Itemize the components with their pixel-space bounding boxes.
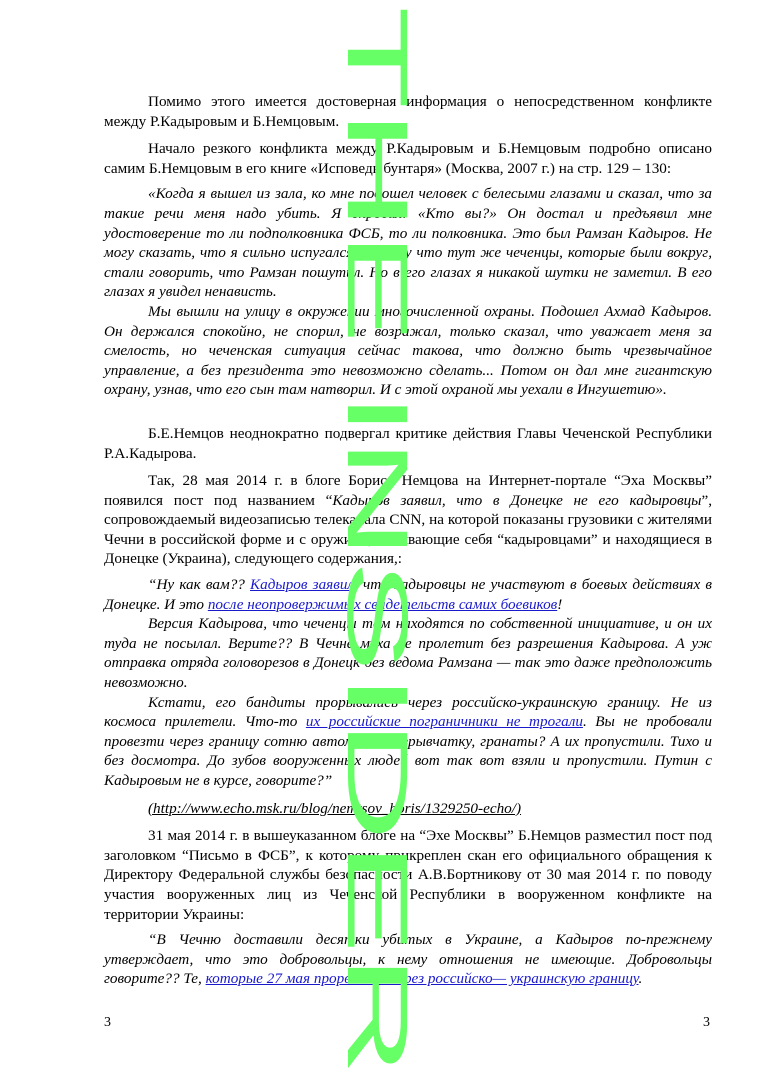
source-line xyxy=(104,799,712,819)
text-segment: ! xyxy=(557,595,563,613)
text-segment: ”, сопровождаемый видеозаписью телеканала CNN, на которой показаны грузовики с жителями Чечни в российской форме и с оружием, называющие себя “кадыровцами” и находящиеся в Донецке (Украина), следующего содержания,: xyxy=(104,491,712,568)
post-title: Кадыров заявил, что в Донецке не его кадыровцы xyxy=(332,491,702,509)
quote-book-2-end: . xyxy=(662,381,667,399)
quote-blog-1 xyxy=(104,575,712,614)
paragraph-conflict: Начало резкого конфликта между Р.Кадыровым и Б.Немцовым подробно описано самим Б.Немцовым в его книге «Исповедь бунтаря» (Москва, 2007 г.) на стр. 129 – 130: xyxy=(104,140,712,177)
text-segment: . xyxy=(638,970,643,988)
paragraph-criticism: Б.Е.Немцов неоднократно подвергал критике действия Главы Чеченской Республики Р.А.Кадырова. xyxy=(104,424,712,462)
text-segment: , что кадыровцы не участвуют в боевых действиях в Донецке. И это xyxy=(104,576,712,613)
quote-blog-3 xyxy=(104,693,712,791)
text-segment: . Вы не пробовали провезти через границу сотню автоматов, взрывчатку, гранаты? А их пропустили. Тихо и без досмотра. До зубов вооруженных людей вот так вот взяли и пропустили. Путин с Кадыровым не в курсе, говорите?” xyxy=(104,713,712,789)
text-segment: “Ну как вам?? xyxy=(148,576,251,594)
text-segment: Так, 28 мая 2014 г. в блоге Бориса Немцова на Интернет-портале “Эха Москвы” появился пост под названием “ xyxy=(104,472,712,509)
text-segment: “В Чечню доставили десятки убитых в Украине, а Кадыров по-прежнему утверждает, что это добровольцы, к нему отношения не имеющие. Добровольцы говорите?? Те, xyxy=(104,931,712,988)
paragraph-fsb-letter: 31 мая 2014 г. в вышеуказанном блоге на “Эхе Москвы” Б.Немцов разместил пост под заголовком “Письмо в ФСБ”, к которому прикреплен скан его официального обращения к Директору Федеральной службы безопасности А.В.Бортникову от 30 мая 2014 г. по поводу участия вооруженных лиц из Чеченской Республики в вооруженном конфликте на территории Украины: xyxy=(104,827,712,923)
link-border-breach[interactable]: которые 27 мая прорвались через российско— украинскую границу xyxy=(205,970,639,988)
link-militants-evidence[interactable]: после неопровержимых свидетельств самих боевиков xyxy=(207,595,558,613)
quote-book-1: «Когда я вышел из зала, ко мне подошел человек с белесыми глазами и сказал, что за такие речи меня надо убить. Я спросил: «Кто вы?» Он достал и предъявил мне удостоверение то ли подполковника ФСБ, то ли полковника. Это был Рамзан Кадыров. Не могу сказать, что я сильно испугался, потому что тут же чеченцы, которые были вокруг, стали говорить, что Рамзан пошутил. Но в его глазах я никакой шутки не заметил. В его глазах я увидел ненависть. xyxy=(104,185,712,301)
source-link[interactable]: (http://www.echo.msk.ru/blog/nemtsov_boris/1329250-echo/) xyxy=(148,799,522,817)
link-kadyrov-statement[interactable]: Кадыров заявил xyxy=(250,576,355,594)
paragraph-intro: Помимо этого имеется достоверная информация о непосредственном конфликте между Р.Кадыровым и Б.Немцовым. xyxy=(104,93,712,130)
quote-fsb-letter xyxy=(104,930,712,989)
quote-book-2-text: Мы вышли на улицу в окружении многочисленной охраны. Подошел Ахмад Кадыров. Он держался спокойно, не спорил, не возражал, только сказал, что уважает меня за смелость, но чеченская ситуация сейчас такова, что должно быть чрезвычайное управление, а без президента это невозможно сделать... Потом он дал мне гигантскую охрану, узнав, что его сын там натворил. И с этой охраной мы уехали в Ингушетию» xyxy=(104,302,712,399)
quote-book-2 xyxy=(104,302,712,400)
document-body xyxy=(104,92,712,989)
text-segment: Кстати, его бандиты прорывались через российско-украинскую границу. Не из космоса прилетели. Что-то xyxy=(104,693,712,731)
page-number-right: 3 xyxy=(703,1015,710,1030)
link-border-guards[interactable]: их российские пограничники не трогали xyxy=(305,713,583,731)
paragraph-blog-post xyxy=(104,471,712,569)
watermark-text: THE INSIDER xyxy=(329,6,425,551)
page-number-left: 3 xyxy=(104,1015,111,1030)
quote-blog-2: Версия Кадырова, что чеченцы там находятся по собственной инициативе, и он их туда не посылал. Верите?? В Чечне муха не пролетит без разрешения Кадырова. А уж отправка отряда головорезов в Донецк без ведома Рамзана — так это даже предположить невозможно. xyxy=(104,615,712,692)
